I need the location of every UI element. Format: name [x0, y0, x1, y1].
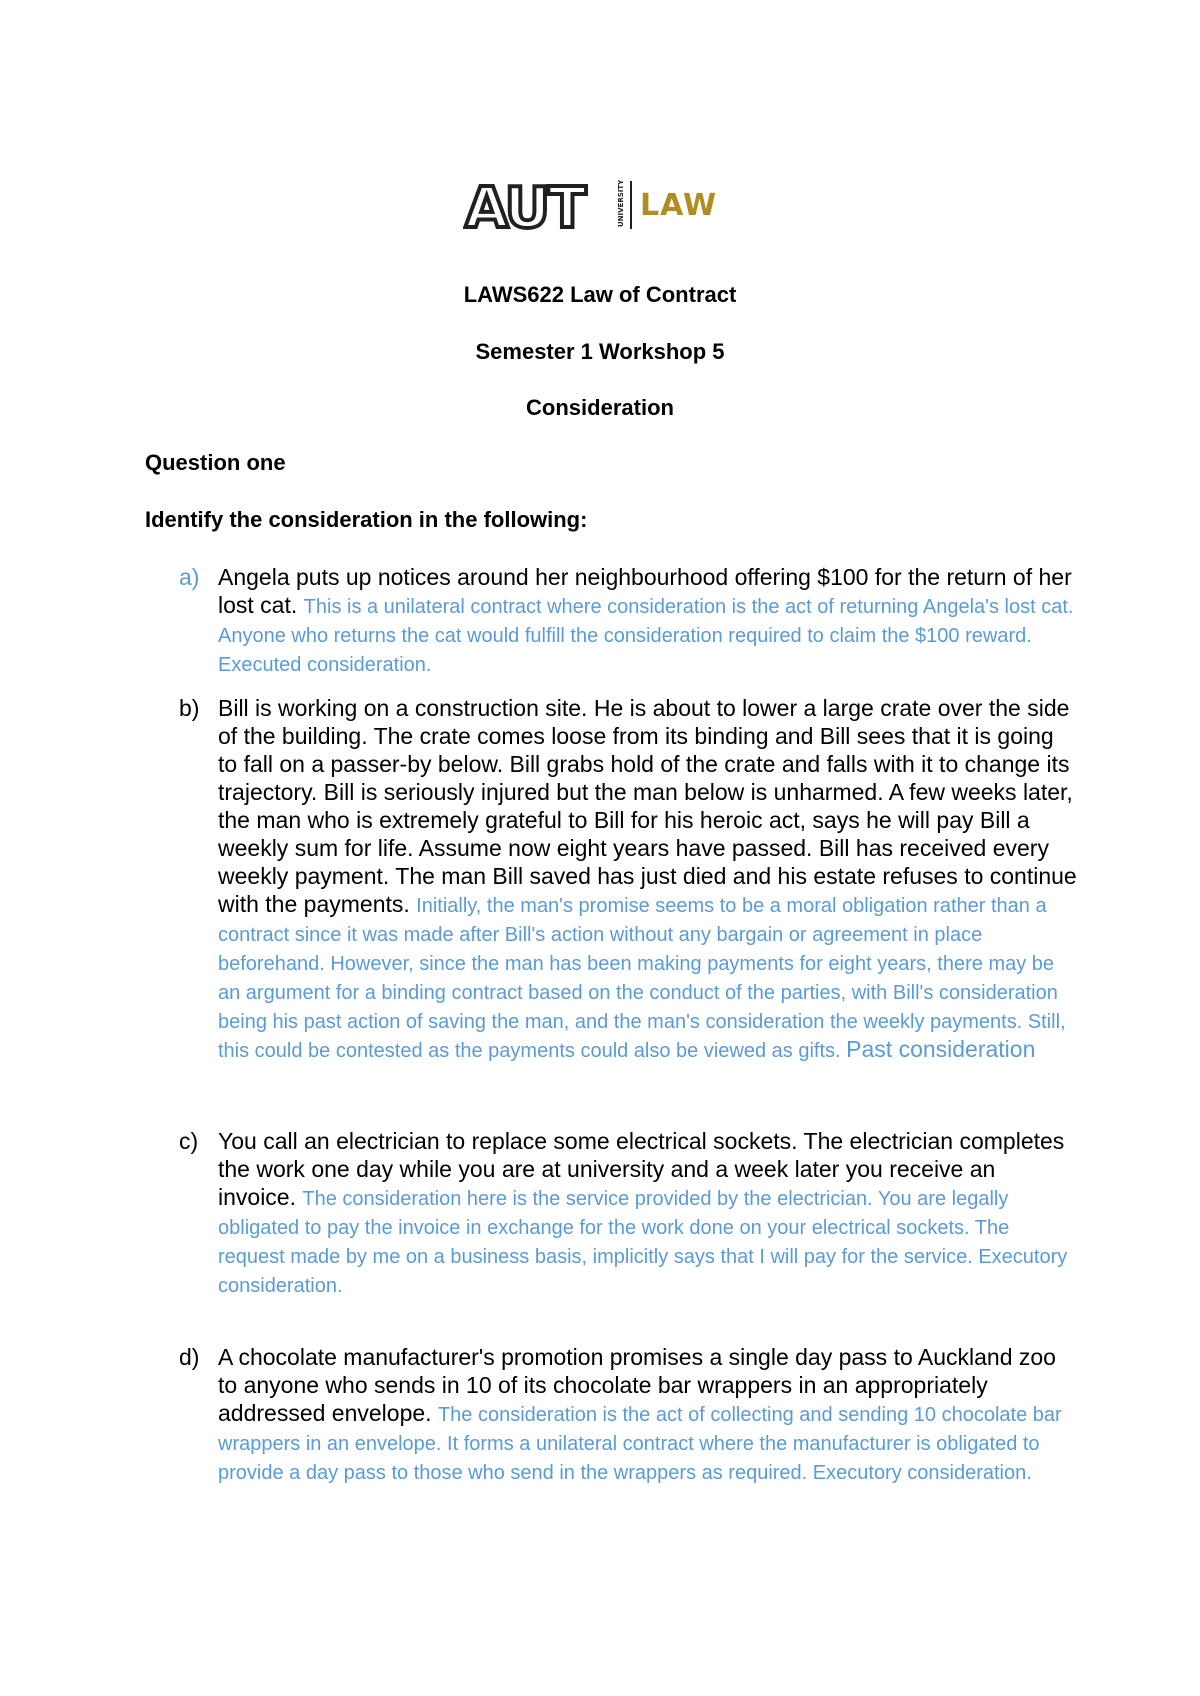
answer-text	[218, 895, 1066, 1062]
answer-text: This is a unilateral contract where consideration is the act of returning Angela's lost cat. Anyone who returns the cat would fulfill the consideration required to claim the $100 reward. Executed consideration.	[218, 596, 1074, 676]
list-marker: a)	[179, 564, 200, 590]
answer-main: Initially, the man's promise seems to be a moral obligation rather than a contract since it was made after Bill's action without any bargain or agreement in place beforehand. However, since the man has been making payments for eight years, there may be an argument for a binding contract based on the conduct of the parties, with Bill's consideration being his past action of saving the man, and the man's consideration the weekly payments. Still, this could be contested as the payments could also be viewed as gifts.	[218, 895, 1066, 1062]
logo-university-text: UNIVERSITY	[617, 179, 625, 227]
question-text: Bill is working on a construction site. He is about to lower a large crate over the side of the building. The crate comes loose from its binding and Bill sees that it is going to fall on a passer-by below. Bill grabs hold of the crate and falls with it to change its trajectory. Bill is seriously injured but the man below is unharmed. A few weeks later, the man who is extremely grateful to Bill for his heroic act, says he will pay Bill a weekly sum for life. Assume now eight years have passed. Bill has received every weekly payment. The man Bill saved has just died and his estate refuses to continue with the payments.	[218, 695, 1077, 917]
logo-aut-text: AUT	[465, 177, 585, 233]
question-text: You call an electrician to replace some electrical sockets. The electrician completes the work one day while you are at university and a week later you receive an invoice.	[218, 1128, 1065, 1210]
list-marker: c)	[179, 1128, 199, 1154]
list-item-body	[218, 1343, 1079, 1486]
logo-law-text: LAW	[640, 188, 718, 223]
list-item-b	[179, 694, 1079, 1064]
question-text: Angela puts up notices around her neighbourhood offering $100 for the return of her lost cat.	[218, 564, 1072, 618]
list-item-body	[218, 563, 1079, 678]
topic-title: Consideration	[526, 395, 674, 420]
answer-text: The consideration here is the service provided by the electrician. You are legally obligated to pay the invoice in exchange for the work done on your electrical sockets. The request made by me on a business basis, implicitly says that I will pay for the service. Executory consideration.	[218, 1188, 1068, 1297]
logo-divider	[630, 181, 632, 229]
list-item-a	[179, 563, 1079, 678]
list-item-body	[218, 694, 1079, 1064]
list-item-body	[218, 1127, 1079, 1299]
aut-law-logo	[463, 177, 753, 233]
question-title: Question one	[145, 450, 286, 475]
answer-label: Past consideration	[846, 1036, 1036, 1062]
session-title: Semester 1 Workshop 5	[475, 339, 725, 364]
question-instruction: Identify the consideration in the following:	[145, 507, 588, 532]
answer-text: The consideration is the act of collecting and sending 10 chocolate bar wrappers in an envelope. It forms a unilateral contract where the manufacturer is obligated to provide a day pass to those who send in the wrappers as required. Executory consideration.	[218, 1404, 1062, 1484]
list-item-c	[179, 1127, 1079, 1299]
course-title: LAWS622 Law of Contract	[463, 282, 737, 307]
question-text: A chocolate manufacturer's promotion promises a single day pass to Auckland zoo to anyone who sends in 10 of its chocolate bar wrappers in an appropriately addressed envelope.	[218, 1344, 1056, 1426]
list-item-d	[179, 1343, 1079, 1486]
list-marker: d)	[179, 1344, 200, 1370]
list-marker: b)	[179, 695, 200, 721]
